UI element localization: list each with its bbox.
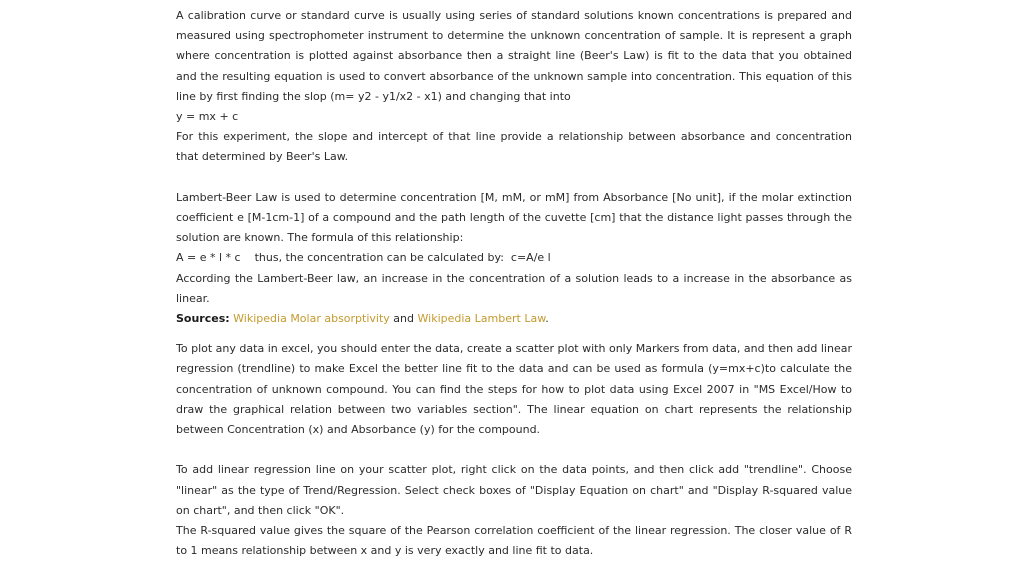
sources-end: .	[545, 312, 549, 326]
article-body	[176, 6, 852, 561]
slope-note: For this experiment, the slope and intercept of that line provide a relationship between absorbance and concentration that determined by Beer's Law.	[176, 130, 852, 164]
paragraph-gap	[176, 168, 852, 188]
lambert-beer-formula: A = e * l * c thus, the concentration can be calculated by: c=A/e l	[176, 251, 551, 265]
lambert-beer-intro: Lambert-Beer Law is used to determine concentration [M, mM, or mM] from Absorbance [No unit], if the molar extinction coefficient e [M-1cm-1] of a compound and the path length of the cuvette [cm] that the distance light passes through the solution are known. The formula of this relationship:	[176, 190, 852, 245]
molar-absorptivity-link[interactable]: Wikipedia Molar absorptivity	[233, 312, 390, 326]
paragraph-gap	[176, 329, 852, 339]
r-squared-note: The R-squared value gives the square of the Pearson correlation coefficient of the linear regression. The closer value of R to 1 means relationship between x and y is very exactly and line fit to data.	[176, 524, 852, 558]
sources-joiner: and	[389, 312, 418, 326]
calibration-intro: A calibration curve or standard curve is usually using series of standard solutions known concentrations is prepared and measured using spectrophometer instrument to determine the unknown concentration of sample. It is represent a graph where concentration is plotted against absorbance then a straight line (Beer's Law) is fit to the data that you obtained and the resulting equation is used to convert absorbance of the unknown sample into concentration. This equation of this line by first finding the slop (m= y2 - y1/x2 - x1) and changing that into	[176, 9, 852, 103]
trendline-instructions: To add linear regression line on your scatter plot, right click on the data points, and then click add "trendline". Choose "linear" as the type of Trend/Regression. Select check boxes of "Display Equation on chart" and "Display R-squared value on chart", and then click "OK".	[176, 463, 852, 517]
lambert-beer-conclusion: According the Lambert-Beer law, an increase in the concentration of a solution leads to a increase in the absorbance as linear.	[176, 271, 852, 305]
excel-plot-instructions: To plot any data in excel, you should enter the data, create a scatter plot with only Markers from data, and then add linear regression (trendline) to make Excel the better line fit to the data and can be used as formula (y=mx+c)to calculate the concentration of unknown compound. You can find the steps for how to plot data using Excel 2007 in "MS Excel/How to draw the graphical relation between two variables section". The linear equation on chart represents the relationship between Concentration (x) and Absorbance (y) for the compound.	[176, 342, 852, 437]
paragraph-gap	[176, 440, 852, 460]
sources-label: Sources:	[176, 312, 230, 326]
lambert-law-link[interactable]: Wikipedia Lambert Law	[417, 312, 546, 326]
sources-line	[176, 309, 852, 329]
line-equation: y = mx + c	[176, 110, 239, 124]
